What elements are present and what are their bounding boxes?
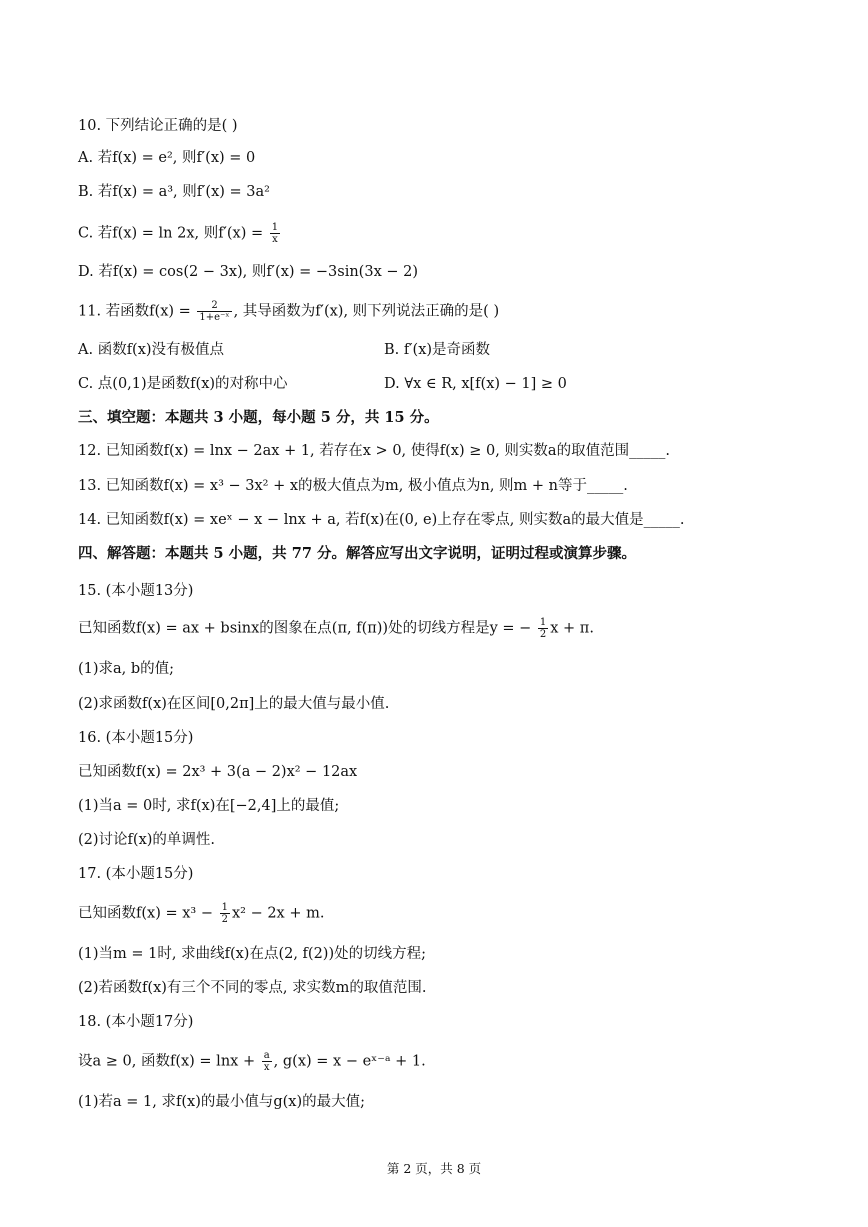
q17-part-2: (2)若函数f(x)有三个不同的零点, 求实数m的取值范围. (78, 980, 427, 996)
section-three-heading: 三、填空题：本题共 3 小题，每小题 5 分，共 15 分。 (78, 409, 439, 426)
q15-stem-fraction (538, 617, 548, 640)
q18-stem-fraction (262, 1050, 272, 1073)
q18-part-1: (1)若a = 1, 求f(x)的最小值与g(x)的最大值; (78, 1094, 366, 1110)
q11-stem (78, 300, 499, 323)
fraction-numerator: a (263, 1050, 270, 1061)
q10-option-b: B. 若f(x) = a³, 则f′(x) = 3a² (78, 184, 270, 200)
fraction-denominator: 2 (221, 914, 228, 925)
q11-stem-text-post: , 其导函数为f′(x), 则下列说法正确的是( ) (233, 303, 500, 320)
q10-option-c (78, 222, 282, 245)
q17-stem (78, 902, 324, 925)
fraction-denominator: x (263, 1062, 270, 1073)
fraction-denominator: x (272, 234, 278, 245)
fraction-denominator: 1+e⁻ˣ (199, 312, 230, 323)
page-footer: 第 2 页，共 8 页 (386, 1161, 482, 1176)
q15-stem-text: 已知函数f(x) = ax + bsinx的图象在点(π, f(π))处的切线方程是y = − (78, 620, 532, 637)
fraction-numerator: 2 (197, 300, 231, 312)
q11-option-b: B. f′(x)是奇函数 (384, 342, 491, 358)
q11-stem-fraction (197, 300, 231, 323)
q18-heading: 18. (本小题17分) (78, 1014, 194, 1030)
q16-stem: 已知函数f(x) = 2x³ + 3(a − 2)x² − 12ax (78, 764, 358, 780)
q16-part-2: (2)讨论f(x)的单调性. (78, 832, 216, 848)
q16-part-1: (1)当a = 0时, 求f(x)在[−2,4]上的最值; (78, 798, 340, 814)
fraction-numerator: 1 (539, 617, 547, 628)
q17-part-1: (1)当m = 1时, 求曲线f(x)在点(2, f(2))处的切线方程; (78, 946, 427, 962)
q17-heading: 17. (本小题15分) (78, 866, 194, 882)
q11-option-a: A. 函数f(x)没有极值点 (78, 342, 225, 358)
q12-text: 12. 已知函数f(x) = lnx − 2ax + 1, 若存在x > 0, 使得f(x) ≥ 0, 则实数a的取值范围_____. (78, 443, 670, 459)
q18-stem-text: 设a ≥ 0, 函数f(x) = lnx + (78, 1053, 256, 1070)
q17-stem-text: 已知函数f(x) = x³ − (78, 905, 213, 922)
q18-stem-text-post: , g(x) = x − eˣ⁻ᵃ + 1. (273, 1053, 426, 1070)
q11-option-c: C. 点(0,1)是函数f(x)的对称中心 (78, 376, 288, 392)
fraction-numerator: 1 (221, 902, 228, 913)
q15-part-1: (1)求a, b的值; (78, 661, 175, 677)
q10-option-c-fraction (270, 222, 280, 245)
q15-heading: 15. (本小题13分) (78, 583, 194, 599)
q10-option-d: D. 若f(x) = cos(2 − 3x), 则f′(x) = −3sin(3x − 2) (78, 264, 418, 280)
section-four-heading: 四、解答题：本题共 5 小题，共 77 分。解答应写出文字说明，证明过程或演算步骤。 (78, 545, 636, 562)
q18-stem (78, 1050, 426, 1073)
q13-text: 13. 已知函数f(x) = x³ − 3x² + x的极大值点为m, 极小值点为n, 则m + n等于_____. (78, 478, 628, 494)
q10-stem: 10. 下列结论正确的是( ) (78, 118, 238, 134)
q15-stem (78, 617, 594, 640)
fraction-denominator: 2 (539, 629, 547, 640)
q17-stem-text-post: x² − 2x + m. (231, 905, 325, 922)
q16-heading: 16. (本小题15分) (78, 730, 194, 746)
q10-option-c-text: C. 若f(x) = ln 2x, 则f′(x) = (78, 225, 264, 242)
fraction-numerator: 1 (271, 222, 279, 233)
q11-stem-text: 11. 若函数f(x) = (78, 303, 191, 320)
q17-stem-fraction (220, 902, 230, 925)
q11-option-d: D. ∀x ∈ R, x[f(x) − 1] ≥ 0 (384, 376, 567, 392)
q15-stem-text-post: x + π. (550, 620, 594, 637)
q15-part-2: (2)求函数f(x)在区间[0,2π]上的最大值与最小值. (78, 696, 390, 712)
q10-option-a: A. 若f(x) = e², 则f′(x) = 0 (78, 150, 256, 166)
q14-text: 14. 已知函数f(x) = xeˣ − x − lnx + a, 若f(x)在(0, e)上存在零点, 则实数a的最大值是_____. (78, 512, 685, 528)
